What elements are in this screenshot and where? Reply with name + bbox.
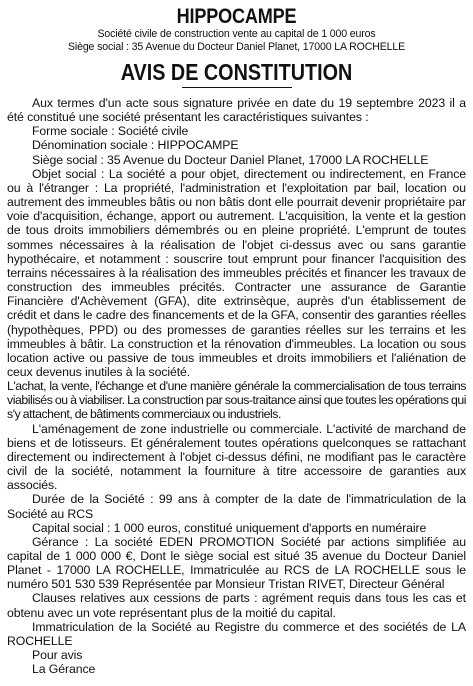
signature: La Gérance bbox=[32, 662, 96, 677]
company-denomination: Dénomination sociale : HIPPOCAMPE bbox=[32, 138, 239, 153]
corporate-object-activities: L'aménagement de zone industrielle ou commerciale. L'activité de marchand de biens et de lotisseurs. Et généralement toutes opérations quelconques se rattachant directement ou indirectement à l'objet ci-dessus défini, ne modifiant pas le caractère civil de la société, notamment la fourniture à titre accessoire de garanties aux associés. bbox=[7, 421, 466, 493]
company-name: HIPPOCAMPE bbox=[176, 5, 297, 28]
notice-body bbox=[7, 96, 466, 676]
management: Gérance : La société EDEN PROMOTION Société par actions simplifiée au capital de 1 000 000 €, Dont le siège social est situé 35 avenue du Docteur Daniel Planet - 17000 LA ROCHELLE, Immatriculée au RCS de LA ROCHELLE sous le numéro 501 530 539 Représentée par Monsieur Tristan RIVET, Directeur Général bbox=[7, 534, 466, 592]
closing-line: Pour avis bbox=[32, 648, 83, 663]
corporate-object: Objet social : La société a pour objet, directement ou indirectement, en France ou à l'étranger : La propriété, l'administration et l'exploitation par bail, location ou autrement des immeubles bâtis ou non bâtis dont elle pourrait devenir propriétaire par voie d'acquisition, échange, apport ou autrement. L'acquisition, la vente et la gestion de tous droits immobiliers démembrés ou en pleine propriété. L'emprunt de toutes sommes nécessaires à la réalisation de l'objet ci-dessus avec ou sans garantie hypothécaire, et notamment : souscrire tout emprunt pour financer l'acquisition des terrains nécessaires à la réalisation des immeubles précités et financer les travaux de construction des immeubles précités. Contracter une assurance de Garantie Financière d'Achèvement (GFA), dite extrinsèque, auprès d'un établissement de crédit et dans le cadre des financements et de la GFA, consentir des garanties réelles (hypothèques, PPD) ou des promesses de garanties réelles sur les terrains et les immeubles à bâtir. La construction et la rénovation d'immeubles. La location ou sous location active ou passive de tous immeubles et droits immobiliers et l'aliénation de ceux devenus inutiles à la société. bbox=[7, 166, 466, 379]
notice-title: AVIS DE CONSTITUTION bbox=[120, 59, 353, 85]
title-divider bbox=[182, 87, 292, 88]
corporate-object-continued: L'achat, la vente, l'échange et d'une manière générale la commercialisation de tous terrains viabilisés ou à viabiliser. La construction par sous-traitance ainsi que toutes les opérations qui s'y attachent, de bâtiments commerciaux ou industriels. bbox=[7, 379, 466, 422]
share-capital: Capital social : 1 000 euros, constitué uniquement d'apports en numéraire bbox=[32, 520, 427, 535]
head-office: Siège social : 35 Avenue du Docteur Daniel Planet, 17000 LA ROCHELLE bbox=[67, 41, 406, 53]
intro-paragraph: Aux termes d'un acte sous signature privée en date du 19 septembre 2023 il a été constitué une société présentant les caractéristiques suivantes : bbox=[7, 96, 466, 125]
registered-seat: Siège social : 35 Avenue du Docteur Daniel Planet, 17000 LA ROCHELLE bbox=[32, 152, 429, 167]
legal-form: Forme sociale : Société civile bbox=[32, 124, 189, 139]
share-transfer-clauses: Clauses relatives aux cessions de parts : agrément requis dans tous les cas et obtenu avec un vote représentant plus de la moitié du capital. bbox=[7, 591, 466, 620]
company-type: Société civile de construction vente au capital de 1 000 euros bbox=[97, 28, 376, 40]
registration: Immatriculation de la Société au Registre du commerce et des sociétés de LA ROCHELLE bbox=[7, 619, 466, 648]
company-duration: Durée de la Société : 99 ans à compter de la date de l'immatriculation de la Société au RCS bbox=[7, 492, 466, 521]
